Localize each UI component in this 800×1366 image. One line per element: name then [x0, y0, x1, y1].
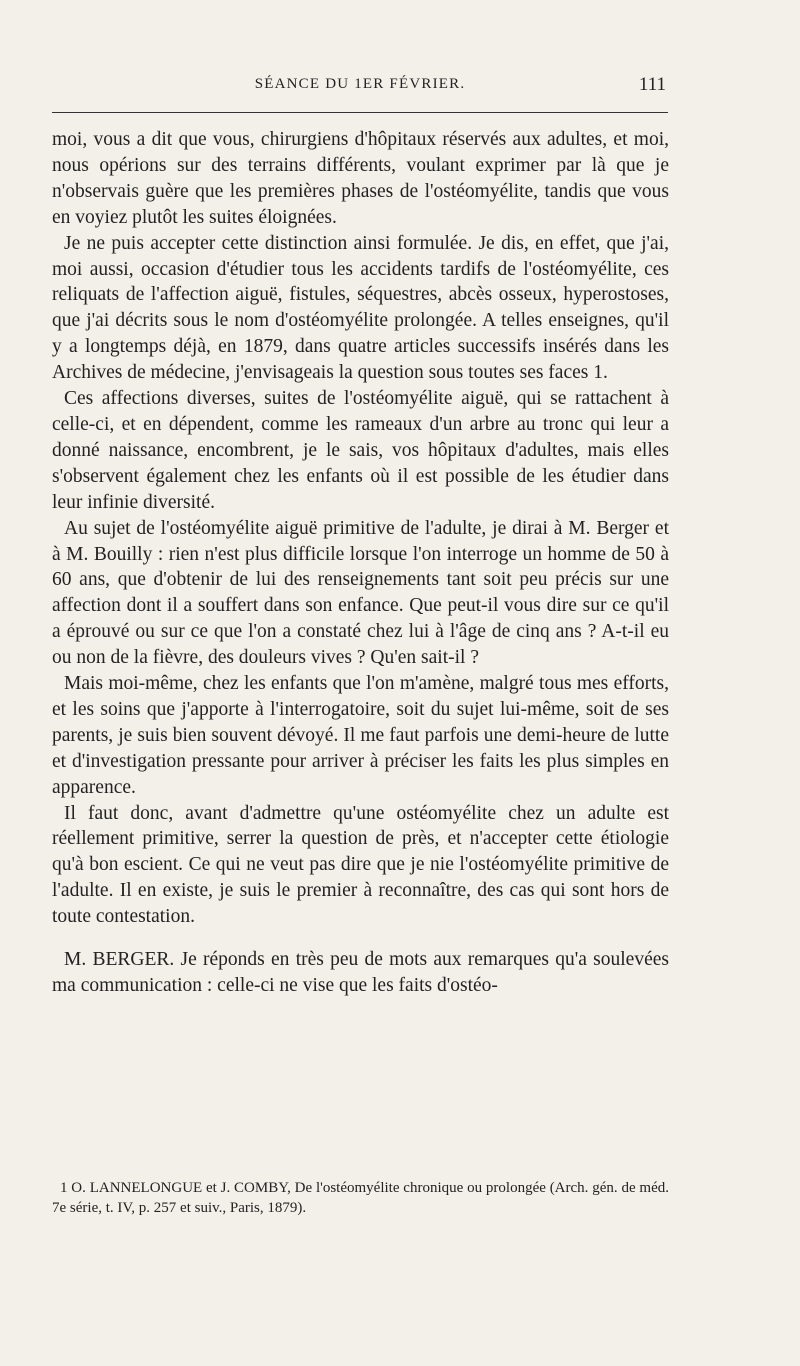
page-number: 111: [638, 74, 666, 95]
paragraph-7-berger: M. BERGER. Je réponds en très peu de mots aux remarques qu'a soulevées ma communication : celle-ci ne vise que les faits d'ostéo-: [52, 949, 669, 996]
paragraph-4: Au sujet de l'ostéomyélite aiguë primitive de l'adulte, je dirai à M. Berger et à M. Bouilly : rien n'est plus difficile lorsque l'on interroge un homme de 50 à 60 ans, que d'obtenir de lui des renseignements tant soit peu précis sur une affection dont il a souffert dans son enfance. Que peut-il vous dire sur ce qu'il a éprouvé ou sur ce que l'on a constaté chez lui à l'âge de cinq ans ? A-t-il eu ou non de la fièvre, des douleurs vives ? Qu'en sait-il ?: [52, 517, 669, 669]
header-rule: [52, 112, 668, 113]
footnote-1: 1 O. LANNELONGUE et J. COMBY, De l'ostéomyélite chronique ou prolongée (Arch. gén. de méd. 7e série, t. IV, p. 257 et suiv., Paris, 1879).: [52, 1180, 669, 1216]
footnotes: [52, 1178, 669, 1218]
paragraph-1: moi, vous a dit que vous, chirurgiens d'hôpitaux réservés aux adultes, et moi, nous opérions sur des terrains différents, voulant exprimer par là que je n'observais guère que les premières phases de l'ostéomyélite, tandis que vous en voyiez plutôt les suites éloignées.: [52, 129, 669, 228]
paragraph-2: Je ne puis accepter cette distinction ainsi formulée. Je dis, en effet, que j'ai, moi aussi, occasion d'étudier tous les accidents tardifs de l'ostéomyélite, ces reliquats de l'affection aiguë, fistules, séquestres, abcès osseux, hyperostoses, que j'ai décrits sous le nom d'ostéomyélite prolongée. A telles enseignes, qu'il y a longtemps déjà, en 1879, dans quatre articles successifs insérés dans les Archives de médecine, j'envisageais la question sous toutes ses faces 1.: [52, 232, 669, 384]
paragraph-6: Il faut donc, avant d'admettre qu'une ostéomyélite chez un adulte est réellement primitive, serrer la question de près, et n'accepter cette étiologie qu'à bon escient. Ce qui ne veut pas dire que je nie l'ostéomyélite primitive de l'adulte. Il en existe, je suis le premier à reconnaître, des cas qui sont hors de toute contestation.: [52, 802, 669, 928]
paragraph-3: Ces affections diverses, suites de l'ostéomyélite aiguë, qui se rattachent à celle-ci, et en dépendent, comme les rameaux d'un arbre au tronc qui leur a donné naissance, encombrent, je le sais, vos hôpitaux d'adultes, mais elles s'observent également chez les enfants où il est possible de les étudier dans leur infinie diversité.: [52, 388, 669, 513]
paragraph-5: Mais moi-même, chez les enfants que l'on m'amène, malgré tous mes efforts, et les soins que j'apporte à l'interrogatoire, soit du sujet lui-même, soit de ses parents, je suis bien souvent dévoyé. Il me faut parfois une demi-heure de lutte et d'investigation pressante pour arriver à préciser les faits les plus simples en apparence.: [52, 673, 669, 798]
body-text: [52, 127, 669, 999]
running-title: SÉANCE DU 1ER FÉVRIER.: [254, 76, 466, 92]
page-header: [52, 76, 668, 100]
